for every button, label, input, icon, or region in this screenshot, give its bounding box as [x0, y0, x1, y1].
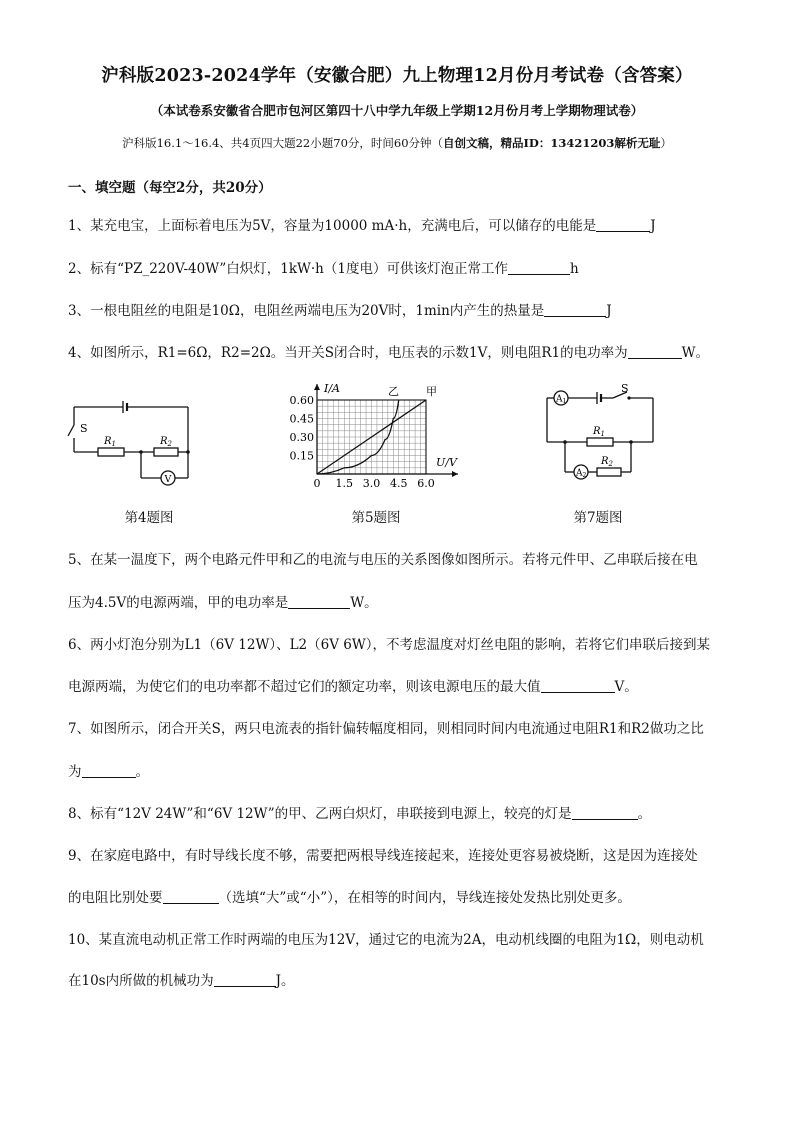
question-1: 1、某充电宝，上面标着电压为5V，容量为10000 mA·h，充满电后，可以储存的电能是 J	[68, 218, 656, 234]
y-tick-label: 0.15	[289, 449, 314, 463]
question-10-line1: 10、某直流电动机正常工作时两端的电压为12V，通过它的电流为2A，电动机线圈的电阻为1Ω，则电动机	[68, 932, 704, 948]
question-9-line2: 的电阻比别处要 （选填“大”或“小”），在相等的时间内，导线连接处发热比别处更多。	[68, 890, 631, 906]
junction-dot	[186, 450, 190, 454]
y-axis-label: I/A	[324, 382, 340, 395]
figure-7-caption: 第7题图	[573, 510, 623, 526]
x-tick-label: 1.5	[335, 477, 353, 490]
y-tick-label: 0.45	[289, 412, 314, 426]
r1-label: $R_1$	[593, 426, 605, 438]
switch-label: S	[80, 422, 88, 435]
page-subtitle: （本试卷系安徽省合肥市包河区第四十八中学九年级上学期12月份月考上学期物理试卷）	[150, 103, 644, 118]
switch-contact	[627, 396, 630, 399]
y-tick-label: 0.30	[289, 431, 314, 444]
x-axis-arrow	[452, 471, 458, 477]
y-axis-arrow	[314, 384, 320, 390]
switch-label: S	[621, 384, 629, 395]
answer-blank[interactable]	[596, 217, 650, 232]
answer-blank[interactable]	[544, 302, 606, 317]
x-tick-label: 0	[313, 477, 321, 490]
figure-5-caption: 第5题图	[351, 510, 401, 526]
junction-dot	[563, 440, 567, 444]
question-6-line1: 6、两小灯泡分别为L1（6V 12W）、L2（6V 6W），不考虑温度对灯丝电阻的影响，若将它们串联后接到某	[68, 637, 710, 653]
answer-blank[interactable]	[82, 763, 136, 778]
question-10-line2: 在10s内所做的机械功为 J。	[68, 973, 295, 989]
figure-5-chart	[280, 378, 470, 490]
x-axis-label: U/V	[436, 456, 457, 469]
figure-4-circuit	[64, 392, 194, 492]
series-label: 乙	[388, 385, 399, 398]
junction-dot	[139, 450, 143, 454]
question-7-line1: 7、如图所示，闭合开关S，两只电流表的指针偏转幅度相同，则相同时间内电流通过电阻R1和R2做功之比	[68, 721, 704, 737]
answer-blank[interactable]	[214, 972, 276, 987]
question-8: 8、标有“12V 24W”和“6V 12W”的甲、乙两白炽灯，串联接到电源上，较亮的灯是 。	[68, 806, 652, 822]
question-5-line2: 压为4.5V的电源两端，甲的电功率是 W。	[68, 595, 378, 611]
r2-label: $R_2$	[160, 436, 172, 448]
r2-label: $R_2$	[601, 456, 613, 468]
figure-7-circuit	[541, 384, 663, 488]
section-title: 一、填空题（每空2分，共20分）	[68, 180, 272, 196]
exam-meta: 沪科版16.1～16.4、共4页四大题22小题70分，时间60分钟（自创文稿，精品ID：13421203解析无耻）	[122, 136, 672, 150]
junction-dot	[629, 440, 633, 444]
r1-label: $R_1$	[104, 436, 116, 448]
answer-blank[interactable]	[163, 889, 219, 904]
answer-blank[interactable]	[572, 805, 638, 820]
question-6-line2: 电源两端，为使它们的电功率都不超过它们的额定功率，则该电源电压的最大值 V。	[68, 679, 638, 695]
question-4: 4、如图所示，R1=6Ω，R2=2Ω。当开关S闭合时，电压表的示数1V，则电阻R1的电功率为 W。	[68, 345, 710, 361]
answer-blank[interactable]	[288, 594, 350, 609]
x-tick-label: 3.0	[362, 477, 381, 490]
answer-blank[interactable]	[508, 260, 570, 275]
question-2: 2、标有“PZ_220V-40W”白炽灯，1kW·h（1度电）可供该灯泡正常工作 h	[68, 261, 579, 277]
question-5-line1: 5、在某一温度下，两个电路元件甲和乙的电流与电压的关系图像如图所示。若将元件甲、乙串联后接在电	[68, 552, 698, 568]
x-tick-label: 4.5	[390, 477, 408, 490]
page-title: 沪科版2023-2024学年（安徽合肥）九上物理12月份月考试卷（含答案）	[101, 66, 693, 86]
series-label: 甲	[426, 385, 437, 398]
voltmeter-label: V	[164, 474, 172, 485]
question-9-line1: 9、在家庭电路中，有时导线长度不够，需要把两根导线连接起来，连接处更容易被烧断，这是因为连接处	[68, 848, 698, 864]
figure-4-caption: 第4题图	[124, 510, 174, 526]
question-3: 3、一根电阻丝的电阻是10Ω，电阻丝两端电压为20V时，1min内产生的热量是 J	[68, 303, 612, 319]
answer-blank[interactable]	[541, 678, 615, 693]
ammeter-a1-label: A1	[556, 394, 567, 405]
ammeter-a2-label: A2	[576, 468, 587, 479]
answer-blank[interactable]	[628, 344, 682, 359]
y-tick-label: 0.60	[289, 394, 314, 407]
x-tick-label: 6.0	[417, 477, 435, 490]
question-7-line2: 为 。	[68, 764, 149, 780]
